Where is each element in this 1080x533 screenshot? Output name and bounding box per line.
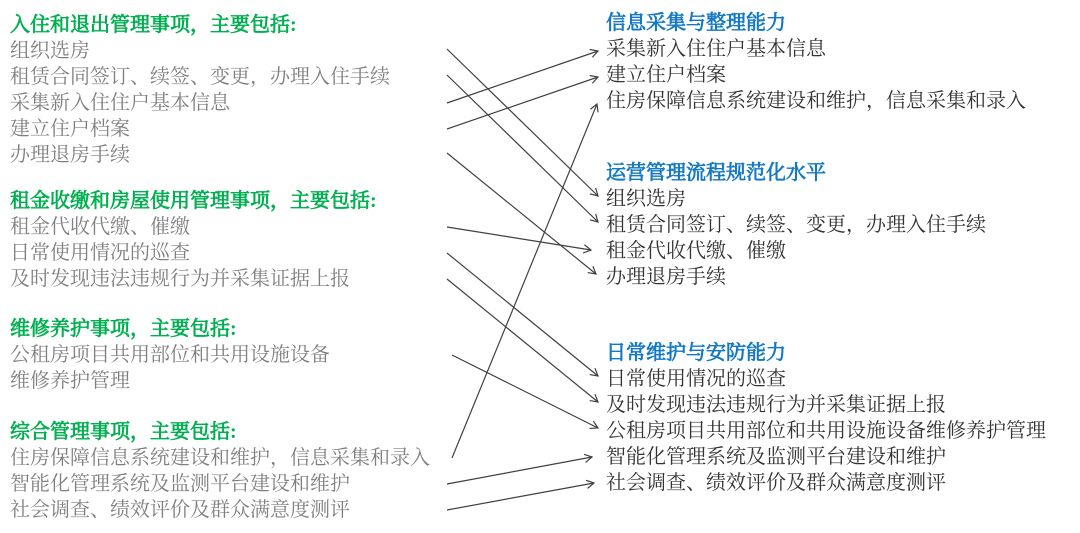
list-item: 租赁合同签订、续签、变更，办理入住手续 bbox=[10, 66, 390, 88]
list-item: 采集新入住住户基本信息 bbox=[606, 38, 826, 60]
list-item: 公租房项目共用部位和共用设施设备 bbox=[10, 344, 330, 366]
connector-arrow bbox=[447, 483, 594, 510]
list-item: 日常使用情况的巡查 bbox=[606, 368, 786, 390]
list-item: 智能化管理系统及监测平台建设和维护 bbox=[606, 446, 946, 468]
right-group-info-collection bbox=[606, 10, 1026, 114]
list-item: 及时发现违法违规行为并采集证据上报 bbox=[10, 268, 350, 290]
left-group-comprehensive bbox=[10, 419, 430, 523]
connector-arrow bbox=[447, 457, 592, 484]
list-item: 社会调查、绩效评价及群众满意度测评 bbox=[606, 472, 946, 494]
right-group-operations bbox=[606, 160, 986, 290]
left-group-maintenance bbox=[10, 316, 330, 394]
list-item: 租赁合同签订、续签、变更，办理入住手续 bbox=[606, 214, 986, 236]
list-item: 组织选房 bbox=[606, 188, 686, 210]
list-item: 公租房项目共用部位和共用设施设备维修养护管理 bbox=[606, 420, 1046, 442]
list-item: 租金代收代缴、催缴 bbox=[606, 240, 786, 262]
connector-arrow bbox=[447, 153, 596, 274]
connector-arrow bbox=[447, 253, 598, 376]
connector-arrow bbox=[447, 51, 598, 103]
connector-arrow bbox=[447, 75, 598, 222]
list-item: 建立住户档案 bbox=[606, 64, 726, 86]
group-title: 租金收缴和房屋使用管理事项，主要包括: bbox=[10, 190, 377, 212]
left-group-rent-collection bbox=[10, 188, 377, 292]
connector-arrow bbox=[447, 279, 598, 402]
right-group-daily-maintenance bbox=[606, 340, 1046, 496]
group-title: 入住和退出管理事项，主要包括: bbox=[10, 14, 297, 36]
list-item: 日常使用情况的巡查 bbox=[10, 242, 190, 264]
group-title: 信息采集与整理能力 bbox=[606, 12, 786, 34]
list-item: 及时发现违法违规行为并采集证据上报 bbox=[606, 394, 946, 416]
list-item: 住房保障信息系统建设和维护，信息采集和录入 bbox=[10, 447, 430, 469]
connector-arrow bbox=[452, 355, 598, 428]
list-item: 办理退房手续 bbox=[10, 144, 130, 166]
list-item: 住房保障信息系统建设和维护，信息采集和录入 bbox=[606, 90, 1026, 112]
left-group-move-in-out bbox=[10, 12, 390, 168]
group-title: 运营管理流程规范化水平 bbox=[606, 162, 826, 184]
group-title: 日常维护与安防能力 bbox=[606, 342, 786, 364]
group-title: 综合管理事项，主要包括: bbox=[10, 421, 237, 443]
connector-arrow bbox=[447, 227, 591, 250]
connector-arrow bbox=[452, 104, 597, 458]
list-item: 建立住户档案 bbox=[10, 118, 130, 140]
connector-arrow bbox=[447, 77, 598, 129]
list-item: 维修养护管理 bbox=[10, 370, 130, 392]
group-title: 维修养护事项，主要包括: bbox=[10, 318, 237, 340]
list-item: 租金代收代缴、催缴 bbox=[10, 216, 190, 238]
list-item: 采集新入住住户基本信息 bbox=[10, 92, 230, 114]
list-item: 社会调查、绩效评价及群众满意度测评 bbox=[10, 499, 350, 521]
list-item: 办理退房手续 bbox=[606, 266, 726, 288]
list-item: 组织选房 bbox=[10, 40, 90, 62]
connector-arrow bbox=[447, 49, 598, 196]
list-item: 智能化管理系统及监测平台建设和维护 bbox=[10, 473, 350, 495]
